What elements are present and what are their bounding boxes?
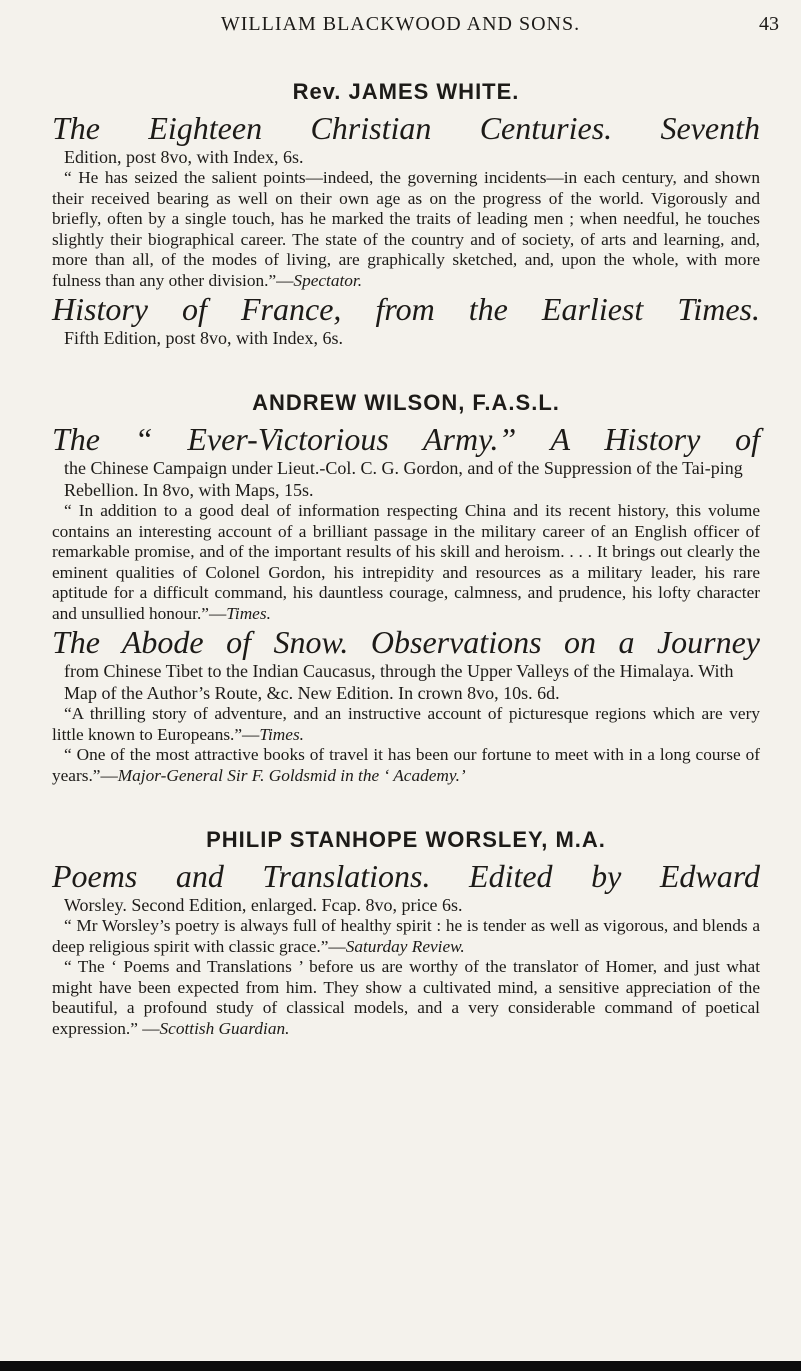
review-quote xyxy=(52,168,760,291)
quote-source: Scottish Guardian. xyxy=(159,1018,290,1038)
section-gap xyxy=(52,349,760,389)
book-title: The Abode of Snow. Observations on a Journey xyxy=(52,624,760,660)
quote-source: Saturday Review. xyxy=(345,936,465,956)
page-header xyxy=(0,6,801,42)
book-details: from Chinese Tibet to the Indian Caucasus, through the Upper Valleys of the Himalaya. With Map of the Author’s Route, &c. New Edition. In crown 8vo, 10s. 6d. xyxy=(64,661,734,703)
running-head: WILLIAM BLACKWOOD AND SONS. xyxy=(220,13,581,35)
quote-source: Times. xyxy=(226,603,271,623)
book-entry-poems-and-translations xyxy=(52,858,760,1039)
quote-text: “ One of the most attractive books of travel it has been our fortune to meet with in a long course of years.”— xyxy=(52,745,760,785)
book-entry-abode-of-snow xyxy=(52,624,760,786)
author-heading: PHILIP STANHOPE WORSLEY, M.A. xyxy=(206,827,606,852)
review-quote xyxy=(52,916,760,957)
quote-text: “ In addition to a good deal of information respecting China and its recent history, this volume contains an interesting account of a brilliant passage in the military career of an English officer of remarkable promise, and of the important results of his skill and heroism. . . . It brings out clearly the eminent qualities of Colonel Gordon, his intrepidity and resources as a military leader, his rare aptitude for a difficult command, his dauntless courage, calmness, and prudence, his lofty character and unsullied honour.”— xyxy=(52,501,760,623)
page-number: 43 xyxy=(759,13,779,35)
quote-text: “A thrilling story of adventure, and an instructive account of picturesque regions which are very little known to Europeans.”— xyxy=(52,704,760,744)
quote-text: “ He has seized the salient points—indeed, the governing incidents—in each century, and shown their received bearing as well on their own age as on the progress of the world. Vigorously and briefly, often by a single touch, has he marked the traits of leading men ; when needful, he touches slightly their biographical career. The state of the country and of society, of arts and learning, and, more than all, of the modes of living, are graphically sketched, and, upon the whole, with more fulness than any other division.”— xyxy=(52,168,760,290)
book-title: Poems and Translations. Edited by Edward xyxy=(52,858,760,894)
author-heading: ANDREW WILSON, F.A.S.L. xyxy=(252,390,560,415)
book-title: History of France, from the Earliest Times. xyxy=(52,291,760,327)
book-details: Fifth Edition, post 8vo, with Index, 6s. xyxy=(64,328,343,348)
page-content xyxy=(52,78,760,1039)
review-quote xyxy=(52,745,760,786)
author-section-philip-worsley xyxy=(52,826,760,1039)
author-heading: Rev. JAMES WHITE. xyxy=(292,79,520,104)
quote-source: Times. xyxy=(259,724,304,744)
book-entry-eighteen-christian-centuries xyxy=(52,110,760,291)
quote-text: “ The ‘ Poems and Translations ’ before us are worthy of the translator of Homer, and just what might have been expected from him. They show a cultivated mind, a sensitive appreciation of the beautiful, a profound study of classical models, and a very considerable command of poetical expression.” — xyxy=(52,957,760,1038)
review-quote xyxy=(52,704,760,745)
book-entry-ever-victorious-army xyxy=(52,421,760,624)
book-title: The Eighteen Christian Centuries. Seventh xyxy=(52,110,760,146)
author-section-james-white xyxy=(52,78,760,349)
book-title: The “ Ever-Victorious Army.” A History of xyxy=(52,421,760,457)
review-quote xyxy=(52,501,760,624)
review-quote xyxy=(52,957,760,1039)
book-details: Worsley. Second Edition, enlarged. Fcap. 8vo, price 6s. xyxy=(64,895,463,915)
quote-source: Major-General Sir F. Goldsmid in the ‘ Academy.’ xyxy=(117,765,466,785)
quote-text: “ Mr Worsley’s poetry is always full of healthy spirit : he is tender as well as vigorous, and blends a deep religious spirit with classic grace.”— xyxy=(52,916,760,956)
section-gap xyxy=(52,786,760,826)
page-bottom-rule xyxy=(0,1361,801,1371)
author-section-andrew-wilson xyxy=(52,389,760,786)
book-details: Edition, post 8vo, with Index, 6s. xyxy=(64,147,304,167)
book-details: the Chinese Campaign under Lieut.-Col. C. G. Gordon, and of the Suppression of the Tai-ping Rebellion. In 8vo, with Maps, 15s. xyxy=(64,458,743,500)
quote-source: Spectator. xyxy=(293,270,363,290)
book-entry-history-of-france xyxy=(52,291,760,349)
